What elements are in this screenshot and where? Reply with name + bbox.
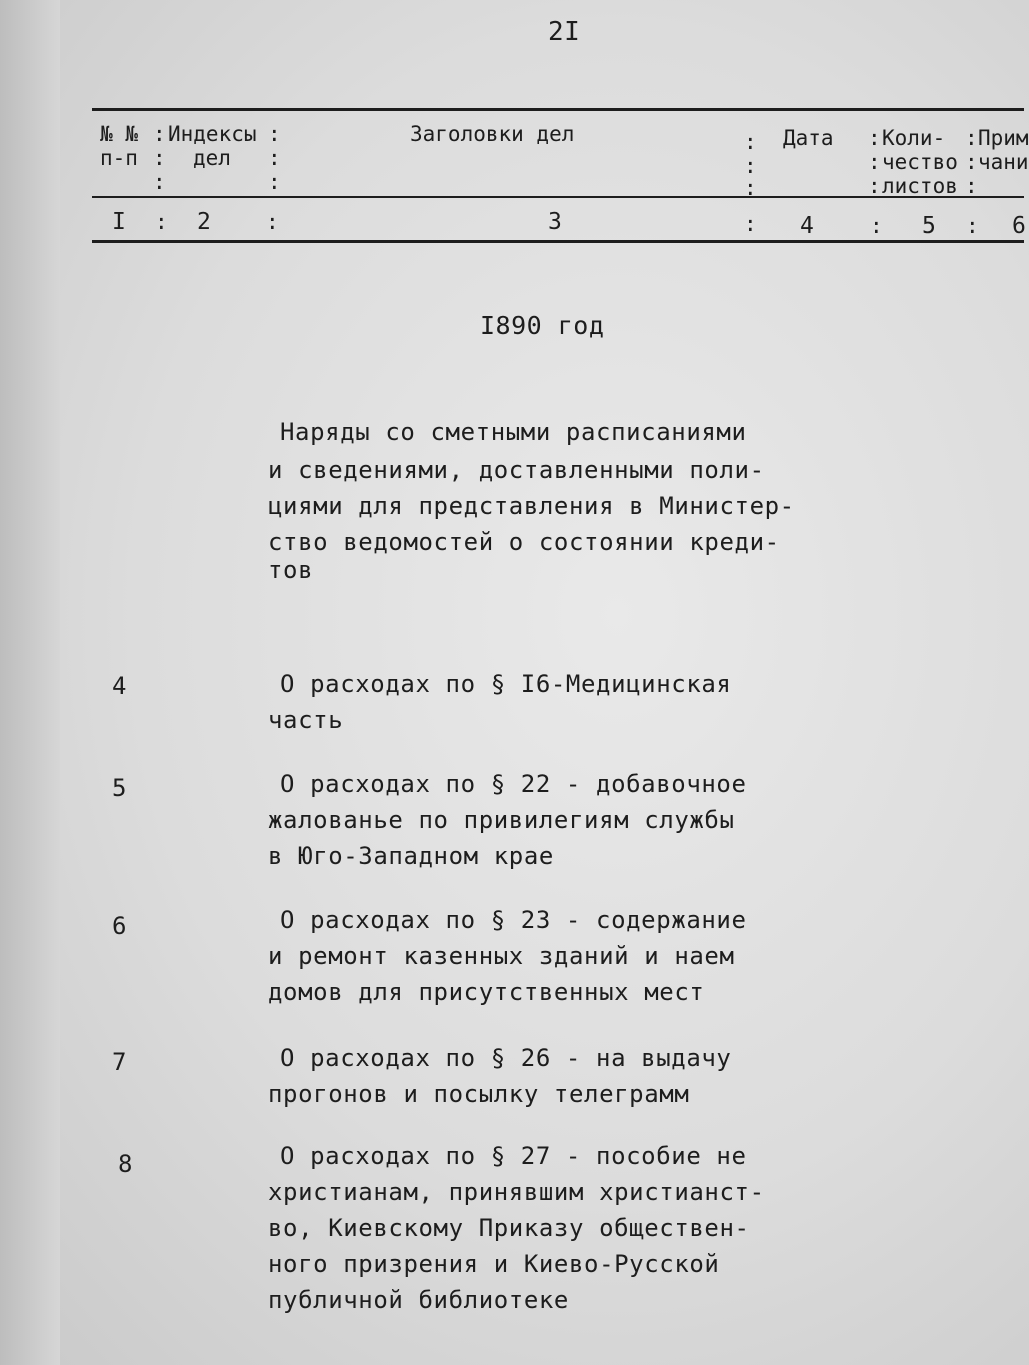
entry-line: христианам, принявшим христианст- [268, 1178, 765, 1206]
entry-line: часть [268, 706, 344, 734]
col-number-5: 5 [922, 213, 936, 239]
entry-line: О расходах по § 27 - пособие не [280, 1142, 747, 1170]
entry-number: 7 [112, 1048, 127, 1076]
entry-line: О расходах по § 22 - добавочное [280, 770, 747, 798]
header-col2-line2: дел [193, 146, 231, 170]
entry-number: 5 [112, 774, 127, 802]
header-separator-1c: : [153, 170, 166, 194]
header-separator-5c: : [965, 174, 978, 198]
entry-number: 4 [112, 672, 127, 700]
page-number: 2I [548, 17, 581, 47]
header-col5-line3: листов [882, 174, 958, 198]
num-separator-3: : [744, 212, 757, 236]
header-separator-4b: : [868, 150, 881, 174]
col-number-6: 6 [1012, 213, 1026, 239]
header-col3: Заголовки дел [410, 122, 575, 146]
header-col2-line1: Индексы [168, 122, 257, 146]
header-separator-3b: : [744, 154, 757, 178]
header-col4: Дата [783, 126, 834, 150]
entry-line: прогонов и посылку телеграмм [268, 1080, 690, 1108]
header-separator-4: : [868, 126, 881, 150]
num-separator-5: : [966, 214, 979, 238]
entry-line: домов для присутственных мест [268, 978, 705, 1006]
col-number-3: 3 [548, 209, 562, 235]
intro-line: и сведениями, доставленными поли- [268, 456, 765, 484]
entry-line: О расходах по § 23 - содержание [280, 906, 747, 934]
header-separator-1: : [153, 122, 166, 146]
header-col5-line1: Коли- [882, 126, 946, 150]
num-separator-4: : [870, 214, 883, 238]
header-separator-2b: : [268, 146, 281, 170]
top-rule [92, 108, 1024, 111]
intro-line: тов [268, 556, 314, 584]
col-number-4: 4 [800, 213, 814, 239]
entry-line: и ремонт казенных зданий и наем [268, 942, 735, 970]
header-col1-line1: № № [100, 122, 138, 146]
header-col1-line2: п-п [100, 146, 138, 170]
header-separator-3c: : [744, 176, 757, 200]
entry-line: публичной библиотеке [268, 1286, 569, 1314]
header-separator-5: : [965, 126, 978, 150]
entry-line: ного призрения и Киево-Русской [268, 1250, 720, 1278]
entry-line: О расходах по § I6-Медицинская [280, 670, 732, 698]
numbers-rule [92, 240, 1024, 243]
header-separator-3: : [744, 130, 757, 154]
entry-number: 8 [118, 1150, 133, 1178]
year-heading: I890 год [480, 311, 605, 340]
col-number-1: I [112, 209, 126, 235]
intro-line: Наряды со сметными расписаниями [280, 418, 747, 446]
intro-line: циями для представления в Министер- [268, 492, 795, 520]
num-separator-1: : [155, 210, 168, 234]
header-col5-line2: чество [882, 150, 958, 174]
header-separator-2c: : [268, 170, 281, 194]
intro-line: ство ведомостей о состоянии креди- [268, 528, 780, 556]
header-separator-2: : [268, 122, 281, 146]
entry-line: во, Киевскому Приказу обществен- [268, 1214, 750, 1242]
num-separator-2: : [266, 210, 279, 234]
entry-number: 6 [112, 912, 127, 940]
entry-line: жалованье по привилегиям службы [268, 806, 735, 834]
header-separator-4c: : [868, 174, 881, 198]
entry-line: О расходах по § 26 - на выдачу [280, 1044, 732, 1072]
col-number-2: 2 [197, 209, 211, 235]
header-col6-line2: чани [978, 150, 1029, 174]
page-left-edge [0, 0, 60, 1365]
header-separator-5b: : [965, 150, 978, 174]
header-separator-1b: : [153, 146, 166, 170]
entry-line: в Юго-Западном крае [268, 842, 554, 870]
header-col6-line1: Прим [978, 126, 1029, 150]
